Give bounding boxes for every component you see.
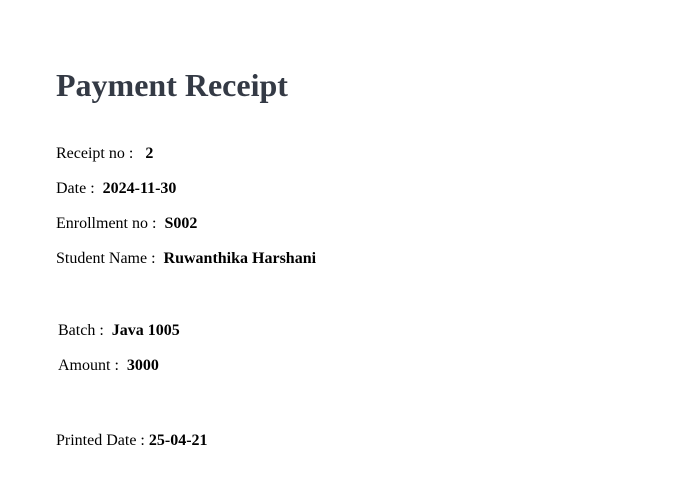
amount-value: 3000 — [126, 357, 159, 374]
amount-label: Amount : — [58, 357, 119, 374]
printed-date-row — [56, 431, 208, 451]
printed-date-label: Printed Date : — [56, 432, 145, 449]
date-row — [56, 179, 176, 199]
amount-row — [58, 356, 159, 376]
enrollment-no-row — [56, 214, 197, 234]
batch-row — [58, 321, 180, 341]
date-label: Date : — [56, 180, 95, 197]
receipt-no-label: Receipt no : — [56, 145, 134, 162]
enrollment-no-value: S002 — [164, 215, 198, 232]
receipt-no-value: 2 — [145, 145, 154, 162]
page-title: Payment Receipt — [56, 67, 288, 103]
batch-label: Batch : — [58, 322, 104, 339]
student-name-value: Ruwanthika Harshani — [163, 250, 317, 267]
student-name-row — [56, 249, 316, 269]
enrollment-no-label: Enrollment no : — [56, 215, 157, 232]
receipt-no-row — [56, 144, 153, 164]
date-value: 2024-11-30 — [102, 180, 177, 197]
student-name-label: Student Name : — [56, 250, 156, 267]
batch-value: Java 1005 — [111, 322, 180, 339]
printed-date-value: 25-04-21 — [148, 432, 208, 449]
